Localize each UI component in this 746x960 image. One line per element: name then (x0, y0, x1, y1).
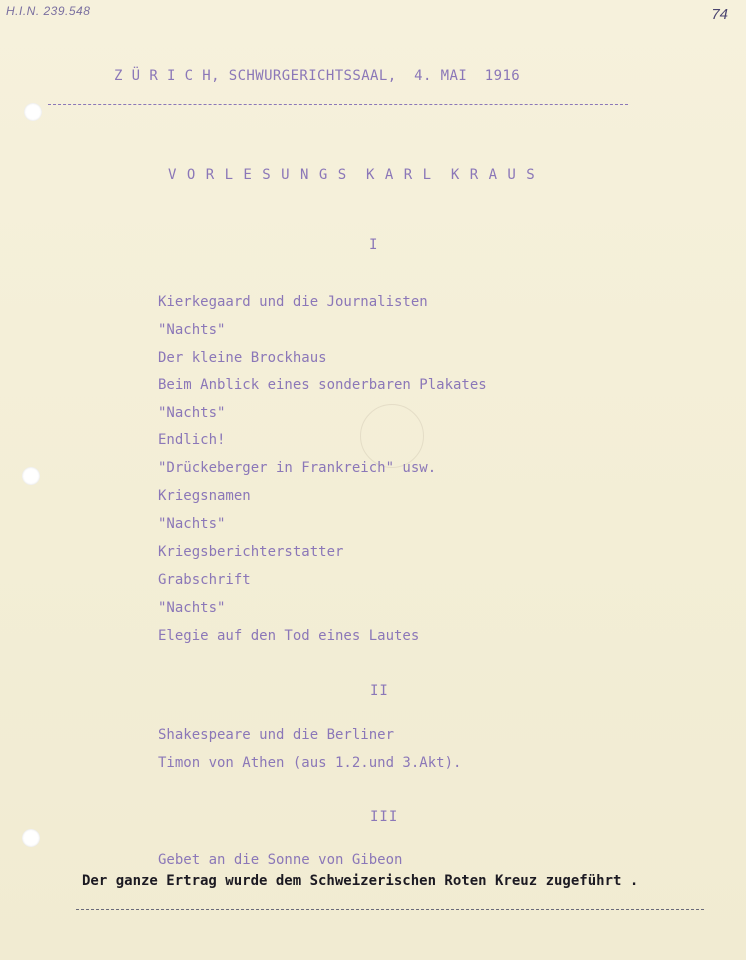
archive-mark: H.I.N. 239.548 (6, 4, 91, 18)
divider-bottom (76, 909, 704, 910)
footer-note: Der ganze Ertrag wurde dem Schweizerischen Roten Kreuz zugeführt . (82, 873, 639, 889)
faded-stamp (360, 404, 424, 468)
program-item: Gebet an die Sonne von Gibeon (158, 852, 403, 868)
program-item: Kierkegaard und die Journalisten (158, 294, 428, 310)
program-item: Kriegsnamen (158, 488, 251, 504)
program-item: Beim Anblick eines sonderbaren Plakates (158, 377, 487, 393)
program-item: "Nachts" (158, 600, 226, 616)
punch-hole (24, 103, 42, 121)
program-item: Kriegsberichterstatter (158, 544, 344, 560)
divider-top (48, 104, 628, 105)
event-header: Z Ü R I C H, SCHWURGERICHTSSAAL, 4. MAI 1916 (114, 68, 521, 84)
section-numeral: III (370, 809, 399, 825)
section-numeral: II (370, 683, 389, 699)
section-numeral: I (369, 237, 379, 253)
program-item: "Drückeberger in Frankreich" usw. (158, 460, 437, 476)
program-title: V O R L E S U N G S K A R L K R A U S (168, 167, 536, 183)
program-item: Elegie auf den Tod eines Lautes (158, 628, 420, 644)
program-item: Grabschrift (158, 572, 251, 588)
program-item: Der kleine Brockhaus (158, 350, 327, 366)
program-item: "Nachts" (158, 322, 226, 338)
program-item: "Nachts" (158, 516, 226, 532)
page-number: 74 (711, 6, 728, 23)
program-item: Endlich! (158, 432, 226, 448)
program-item: Timon von Athen (aus 1.2.und 3.Akt). (158, 755, 462, 771)
program-item: "Nachts" (158, 405, 226, 421)
punch-hole (22, 829, 40, 847)
program-item: Shakespeare und die Berliner (158, 727, 395, 743)
punch-hole (22, 467, 40, 485)
